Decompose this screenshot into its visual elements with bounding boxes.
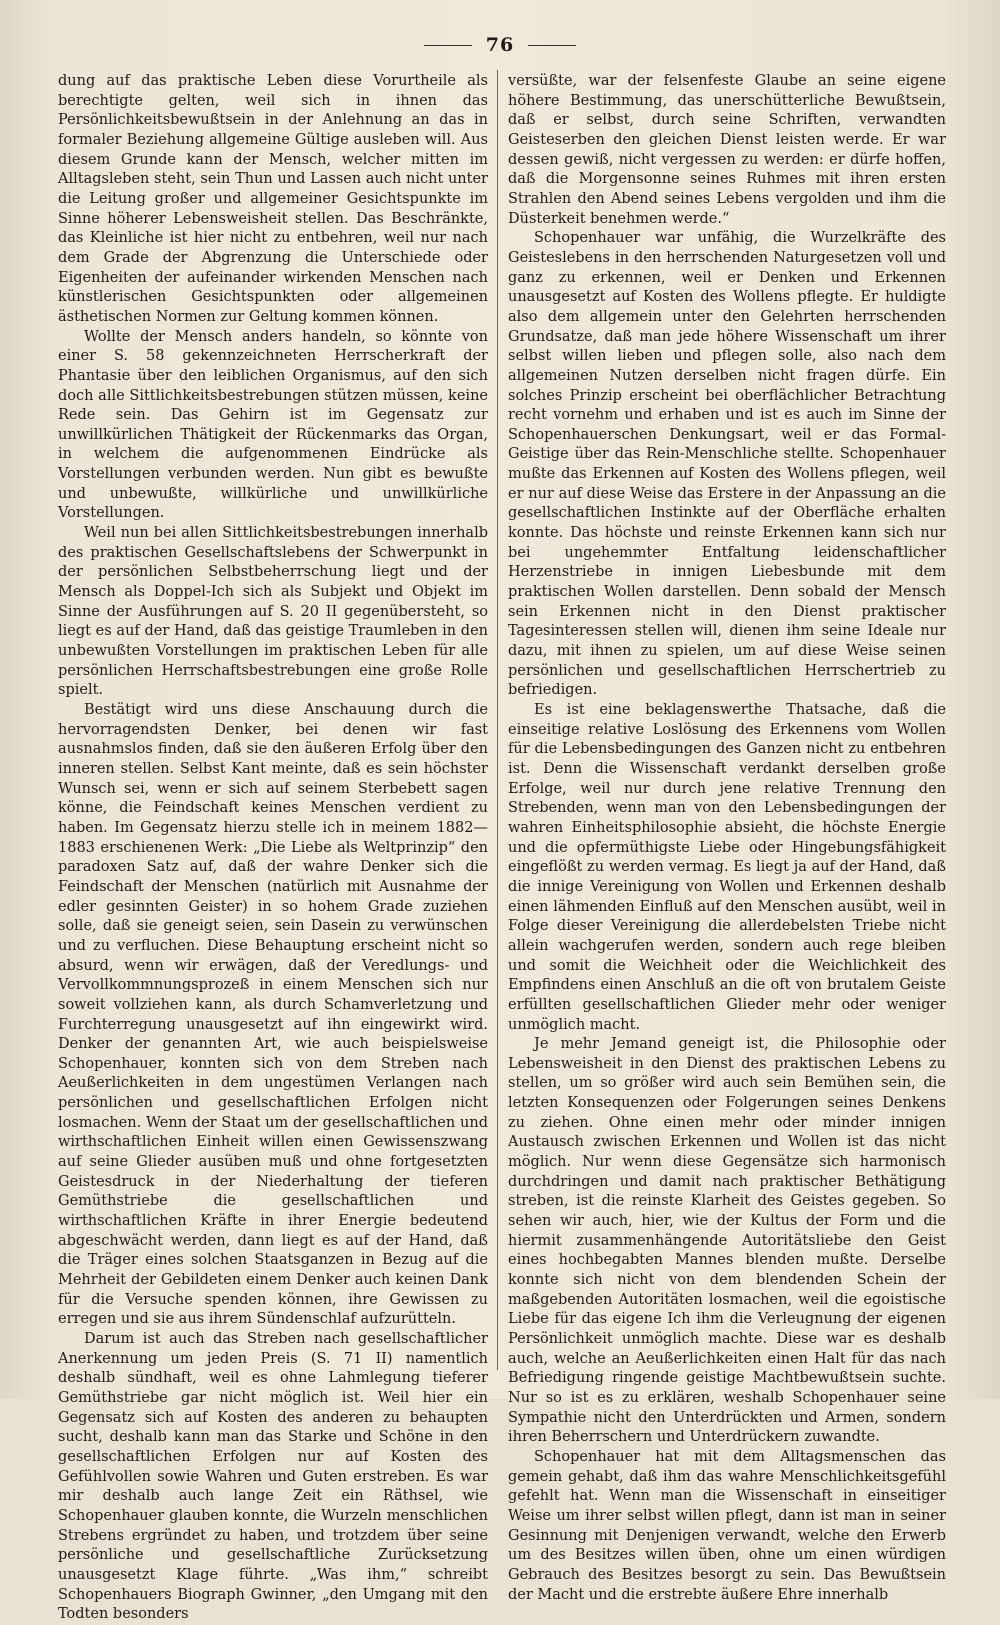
paragraph: Weil nun bei allen Sittlichkeitsbestrebungen innerhalb des praktischen Gesellschaftslebens der Schwerpunkt in der persönlichen Selbstbeherrschung liegt und der Mensch als Doppel-Ich sich als Subjekt und Objekt im Sinne der Ausführungen auf S. 20 II gegenübersteht, so liegt es auf der Hand, daß das geistige Traumleben in den unbewußten Vorstellungen im praktischen Leben für alle persönlichen Herrschaftsbestrebungen eine große Rolle spielt.: [58, 525, 488, 699]
header-rule-left: [424, 45, 472, 46]
paragraph: Schopenhauer war unfähig, die Wurzelkräfte des Geisteslebens in den herrschenden Naturgesetzen voll und ganz zu erkennen, weil er Denken und Erkennen unausgesetzt auf Kosten des Wollens pflegte. Er huldigte also dem allgemein unter den Gelehrten herrschenden Grundsatze, daß man jede höhere Wissenschaft um ihrer selbst willen lieben und pflegen solle, also nach dem allgemeinen Nutzen derselben nicht fragen dürfe. Ein solches Prinzip erscheint bei oberflächlicher Betrachtung recht vornehm und erhaben und ist es auch im Sinne der Schopenhauerschen Denkungsart, weil er das Formal-Geistige über das Rein-Menschliche stellte. Schopenhauer mußte das Erkennen auf Kosten des Wollens pflegen, weil er nur auf diese Weise das Erstere in der Anpassung an die gesellschaftlichen Instinkte auf der Oberfläche erhalten konnte. Das höchste und reinste Erkennen kann sich nur bei ungehemmter Entfaltung leidenschaftlicher Herzenstriebe in innigen Liebesbunde mit dem praktischen Wollen darstellen. Denn sobald der Mensch sein Erkennen nicht in den Dienst praktischer Tagesinteressen stellen will, dienen ihm seine Ideale nur dazu, mit ihnen zu spielen, um auf diese Weise seinen persönlichen und gesellschaftlichen Herrschertrieb zu befriedigen.: [508, 230, 946, 699]
column-divider: [497, 70, 498, 1370]
paragraph: Es ist eine beklagenswerthe Thatsache, daß die einseitige relative Loslösung des Erkennens vom Wollen für die Lebensbedingungen des Ganzen nicht zu entbehren ist. Denn die Wissenschaft verdankt derselben große Erfolge, weil nur durch jene relative Trennung den Strebenden, wenn man von den Lebensbedingungen der wahren Einheitsphilosophie absieht, die höchste Energie und die opfermüthigste Liebe oder Hingebungsfähigkeit eingeflößt zu werden vermag. Es liegt ja auf der Hand, daß die innige Vereinigung von Wollen und Erkennen deshalb einen lähmenden Einfluß auf den Menschen ausübt, weil in Folge dieser Vereinigung die allerdebelsten Triebe nicht allein wachgerufen werden, sondern auch rege bleiben und somit die Weichheit oder die Weichlichkeit des Empfindens einen Anschluß an die oft von brutalem Geiste erfüllten gesellschaftlichen Glieder mehr oder weniger unmöglich macht.: [508, 702, 946, 1033]
paragraph: dung auf das praktische Leben diese Vorurtheile als berechtigte gelten, weil sich in ihnen das Persönlichkeitsbewußtsein in der Anlehnung an das in formaler Beziehung allgemeine Gültige ausleben will. Aus diesem Grunde kann der Mensch, welcher mitten im Alltagsleben steht, sein Thun und Lassen auch nicht unter die Leitung großer und allgemeiner Gesichtspunkte im Sinne höherer Lebensweisheit stellen. Das Beschränkte, das Kleinliche ist hier nicht zu entbehren, weil nur nach dem Grade der Abgrenzung die Unterschiede oder Eigenheiten der aufeinander wirkenden Menschen nach künstlerischen Gesichtspunkten oder allgemeinen ästhetischen Normen zur Geltung kommen können.: [58, 73, 488, 325]
paragraph: Schopenhauer hat mit dem Alltagsmenschen das gemein gehabt, daß ihm das wahre Menschlichkeitsgefühl gefehlt hat. Wenn man die Wissenschaft in einseitiger Weise um ihrer selbst willen pflegt, dann ist man in seiner Gesinnung mit Denjenigen verwandt, welche den Erwerb um des Besitzes willen üben, ohne um einen würdigen Gebrauch des Besitzes besorgt zu sein. Das Bewußtsein der Macht und die erstrebte äußere Ehre innerhalb: [508, 1448, 946, 1603]
header-rule-right: [528, 45, 576, 46]
paragraph: Wollte der Mensch anders handeln, so könnte von einer S. 58 gekennzeichneten Herrscherkraft der Phantasie über den leiblichen Organismus, auf den sich doch alle Sittlichkeitsbestrebungen stützen müssen, keine Rede sein. Das Gehirn ist im Gegensatz zur unwillkürlichen Thätigkeit der Rückenmarks das Organ, in welchem die aufgenommenen Eindrücke als Vorstellungen verbunden werden. Nun gibt es bewußte und unbewußte, willkürliche und unwillkürliche Vorstellungen.: [58, 328, 488, 522]
page-header: [0, 30, 1000, 60]
paragraph: Je mehr Jemand geneigt ist, die Philosophie oder Lebensweisheit in den Dienst des praktischen Lebens zu stellen, um so größer wird auch sein Bemühen sein, die letzten Konsequenzen oder Folgerungen seines Denkens zu ziehen. Ohne einen mehr oder minder innigen Austausch zwischen Erkennen und Wollen ist das nicht möglich. Nur wenn diese Gegensätze sich harmonisch durchdringen und damit nach praktischer Bethätigung streben, ist die reinste Klarheit des Geistes gegeben. So sehen wir auch, hier, wie der Kultus der Form und die hiermit zusammenhängende Autoritätsliebe den Geist eines hochbegabten Mannes blenden mußte. Derselbe konnte sich nicht von dem blendenden Schein der maßgebenden Autoritäten losmachen, weil die egoistische Liebe für das eigene Ich ihm die Verleugnung der eigenen Persönlichkeit unmöglich machte. Diese war es deshalb auch, welche an Aeußerlichkeiten einen Halt für das nach Befriedigung ringende geistige Machtbewußtsein suchte. Nur so ist es zu erklären, weshalb Schopenhauer seine Sympathie nicht den Unterdrückten und Armen, sondern ihren Beherrschern und Unterdrückern zuwandte.: [508, 1036, 946, 1446]
right-column: [508, 72, 946, 1603]
paragraph: versüßte, war der felsenfeste Glaube an seine eigene höhere Bestimmung, das unerschütterliche Bewußtsein, daß er selbst, durch seine Schriften, verwandten Geisteserben den gleichen Dienst leisten werde. Er war dessen gewiß, nicht vergessen zu werden: er dürfe hoffen, daß die Morgensonne seines Ruhmes mit ihren ersten Strahlen den Abend seines Lebens vergolden und ihm die Düsterkeit benehmen werde.“: [508, 73, 946, 227]
paragraph: Darum ist auch das Streben nach gesellschaftlicher Anerkennung um jeden Preis (S. 71 II) namentlich deshalb sündhaft, weil es ohne Lahmlegung tieferer Gemüthstriebe gar nicht möglich ist. Weil hier ein Gegensatz sich auf Kosten des anderen zu behaupten sucht, deshalb kann man das Starke und Schöne in den gesellschaftlichen Erfolgen nur auf Kosten des Gefühlvollen sowie Wahren und Guten erstreben. Es war mir deshalb auch lange Zeit ein Räthsel, wie Schopenhauer glauben konnte, die Wurzeln menschlichen Strebens ergründet zu haben, und trotzdem über seine persönliche und gesellschaftliche Zurücksetzung unausgesetzt Klage führte. „Was ihm,“ schreibt Schopenhauers Biograph Gwinner, „den Umgang mit den Todten besonders: [58, 1331, 488, 1623]
paragraph: Bestätigt wird uns diese Anschauung durch die hervorragendsten Denker, bei denen wir fast ausnahmslos finden, daß sie den äußeren Erfolg über den inneren stellen. Selbst Kant meinte, daß es sein höchster Wunsch sei, wenn er sich auf seinem Sterbebett sagen könne, die Feindschaft keines Menschen verdient zu haben. Im Gegensatz hierzu stelle ich in meinem 1882—1883 erschienenen Werk: „Die Liebe als Weltprinzip“ den paradoxen Satz auf, daß der wahre Denker sich die Feindschaft der Menschen (natürlich mit Ausnahme der edler gesinnten Geister) in so hohem Grade zuziehen solle, daß sie geneigt seien, sein Dasein zu verwünschen und zu verfluchen. Diese Behauptung erscheint nicht so absurd, wenn wir erwägen, daß der Veredlungs- und Vervollkommnungsprozeß in einem Menschen sich nur soweit vollziehen kann, als durch Schamverletzung und Furchterregung unausgesetzt auf ihn eingewirkt wird. Denker der genannten Art, wie auch beispielsweise Schopenhauer, konnten sich von dem Streben nach Aeußerlichkeiten in dem ungestümen Verlangen nach persönlichen und gesellschaftlichen Erfolgen nicht losmachen. Wenn der Staat um der gesellschaftlichen und wirthschaftlichen Einheit willen einen Gewissenszwang auf seine Glieder ausüben muß und ohne fortgesetzten Geistesdruck in der Niederhaltung der tieferen Gemüthstriebe die gesellschaftlichen und wirthschaftlichen Kräfte in ihrer Energie bedeutend abgeschwächt werden, dann liegt es auf der Hand, daß die Träger eines solchen Staatsganzen in Bezug auf die Mehrheit der Gebildeten einem Denker auch keinen Dank für die Versuche spenden können, ihre Gewissen zu erregen und sie aus ihrem Sündenschlaf aufzurütteln.: [58, 702, 488, 1328]
page-number: 76: [485, 34, 515, 56]
left-column: [58, 72, 488, 1623]
